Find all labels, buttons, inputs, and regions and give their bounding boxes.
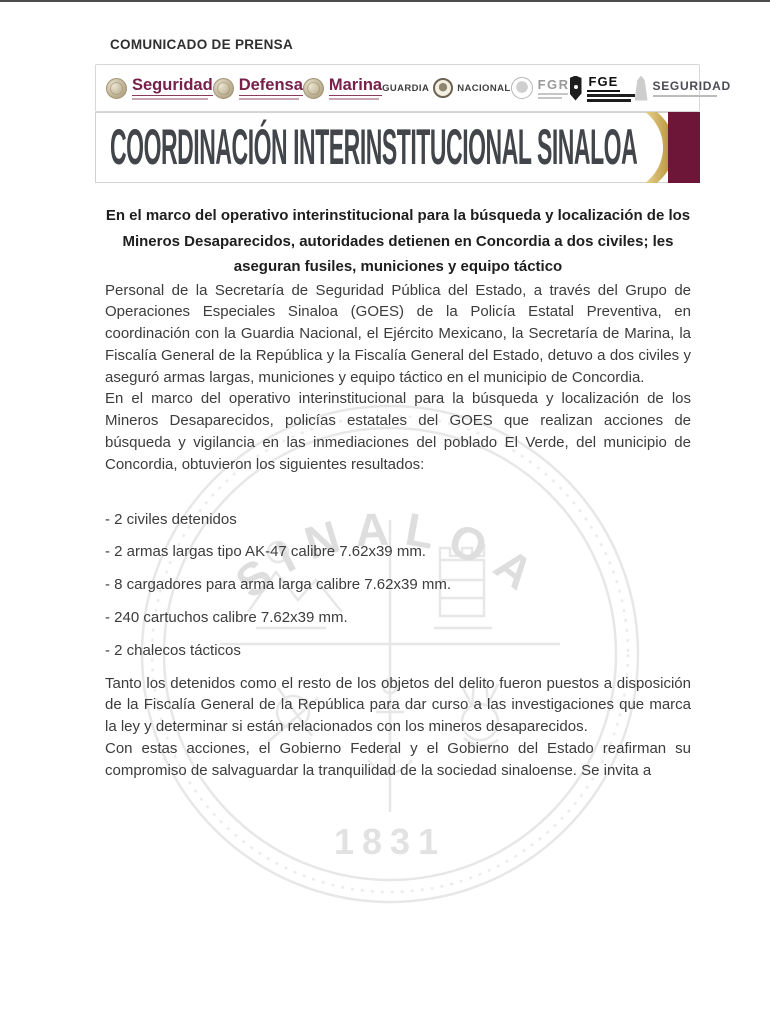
logo-label: Marina: [328, 75, 383, 94]
logo-guardia-nacional: [382, 78, 510, 98]
logo-tagline-rule: [587, 99, 631, 102]
logo-marina: [303, 77, 382, 100]
logo-tagline-rule: [538, 93, 568, 95]
logo-fgr: [511, 77, 570, 99]
paragraph: En el marco del operativo interinstitucional para la búsqueda y localización de los Mineros Desaparecidos, policías estatales del GOES que realizan acciones de búsqueda y vigilancia en las inmediaciones del poblado El Verde, del municipio de Concordia, obtuvieron los siguientes resultados:: [105, 390, 691, 473]
logo-label: FGR: [537, 76, 570, 92]
logo-tagline-rule: [538, 97, 562, 99]
list-item: - 240 cartuchos calibre 7.62x39 mm.: [105, 609, 348, 627]
kicker: COMUNICADO DE PRENSA: [110, 37, 294, 52]
logo-tagline-rule: [132, 98, 208, 100]
logo-seguridad-federal: [106, 77, 213, 100]
list-item: - 2 civiles detenidos: [105, 510, 237, 528]
paragraph: Tanto los detenidos como el resto de los objetos del delito fueron puestos a disposición de la Fiscalía General de la República para dar curso a las investigaciones que marca la ley y determinar si están relacionados con los mineros desaparecidos.: [105, 674, 691, 736]
logo-label: Seguridad: [132, 75, 213, 94]
headline: En el marco del operativo interinstitucional para la búsqueda y localización de los Mineros Desaparecidos, autoridades detienen en Concordia a dos civiles; les aseguran fusiles, municiones y equipo táctico: [105, 207, 691, 275]
list-item: - 2 armas largas tipo AK-47 calibre 7.62x39 mm.: [105, 543, 426, 561]
logo-fge: [570, 75, 635, 102]
press-release-body: [105, 203, 691, 782]
eagle-emblem-icon: [635, 76, 648, 101]
logo-label: FGE: [587, 75, 621, 92]
banner-gold-maroon-accent: [642, 112, 700, 183]
eagle-seal-icon: [106, 78, 127, 99]
logo-label: Defensa: [238, 75, 303, 94]
banner: [95, 112, 700, 183]
banner-title: COORDINACIÓN INTERINSTITUCIONAL SINALOA: [110, 118, 638, 175]
paragraph: Personal de la Secretaría de Seguridad Pública del Estado, a través del Grupo de Operaciones Especiales Sinaloa (GOES) de la Policía Estatal Preventiva, en coordinación con la Guardia Nacional, el Ejército Mexicano, la Secretaría de Marina, la Fiscalía General de la República y la Fiscalía General del Estado, detuvo a dos civiles y aseguró armas largas, municiones y equipo táctico en el municipio de Concordia.: [105, 281, 691, 386]
results-list: [105, 509, 691, 662]
logo-tagline-rule: [587, 94, 635, 97]
watermark-year: 1831: [333, 821, 447, 862]
logo-bar: [95, 64, 731, 112]
logo-label: NACIONAL: [457, 82, 511, 94]
list-item: - 2 chalecos tácticos: [105, 641, 241, 659]
eagle-seal-icon: [303, 78, 324, 99]
shield-badge-icon: [570, 76, 582, 101]
watermark-arc-text: SINALOA: [225, 501, 555, 609]
logo-tagline-rule: [239, 98, 299, 100]
eagle-seal-icon: [511, 77, 533, 99]
logo-seguridad-estatal: [635, 76, 731, 101]
page-top-border: [0, 0, 770, 2]
logo-tagline-rule: [329, 98, 379, 100]
logo-label: SEGURIDAD: [652, 78, 731, 93]
logo-defensa: [213, 77, 303, 100]
list-item: - 8 cargadores para arma larga calibre 7.62x39 mm.: [105, 576, 451, 594]
paragraph: Con estas acciones, el Gobierno Federal y el Gobierno del Estado reafirman su compromiso de salvaguardar la tranquilidad de la sociedad sinaloense. Se invita a: [105, 740, 691, 779]
eagle-seal-icon: [433, 78, 453, 98]
logo-tagline-rule: [653, 95, 717, 97]
logo-label: GUARDIA: [382, 82, 430, 94]
eagle-seal-icon: [213, 78, 234, 99]
